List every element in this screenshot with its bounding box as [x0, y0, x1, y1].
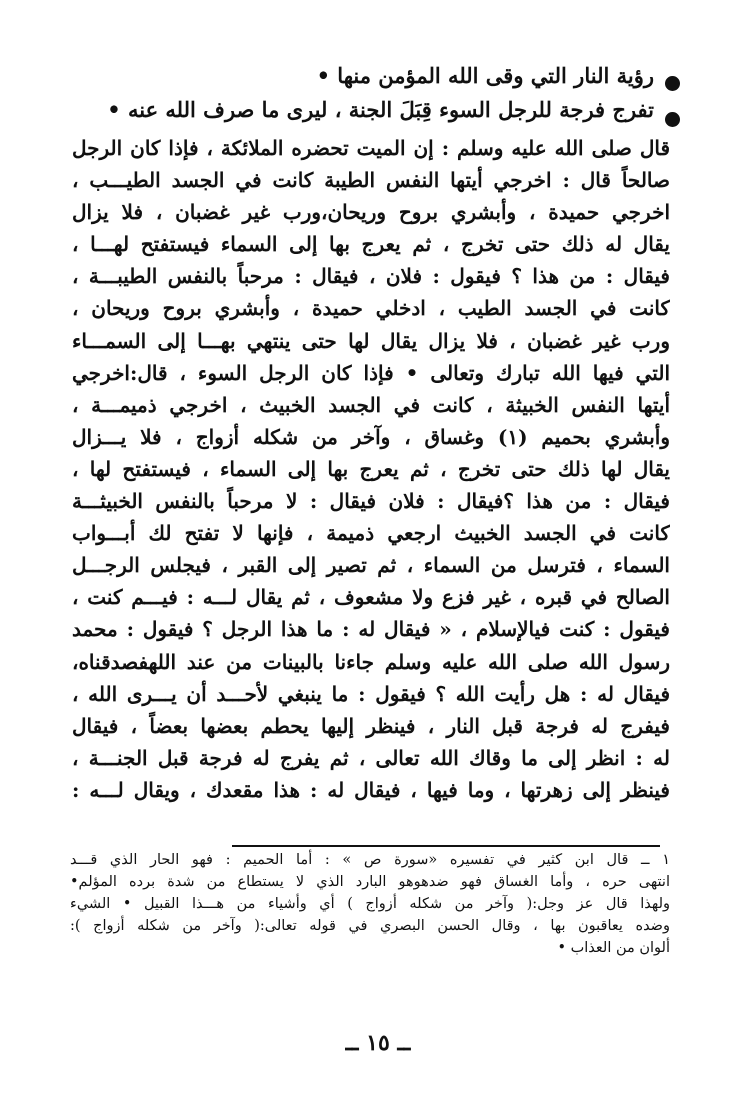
- text-line: صالحاً قال : اخرجي أيتها النفس الطيبة كانت في الجسد الطيـــب ،: [72, 168, 670, 193]
- bullet-item-text: رؤية النار التي وقى الله المؤمن منها •: [316, 63, 654, 88]
- text-line: فيقال : من هذا ؟ فيقول : فلان ، فيقال : مرحباً بالنفس الطيبـــة ،: [72, 264, 670, 289]
- page-number: ــ ١٥ ــ: [345, 1030, 411, 1056]
- text-line: رسول الله صلى الله عليه وسلم جاءنا بالبينات من عند اللهفصدقناه،: [72, 649, 670, 674]
- text-line: له : انظر إلى ما وقاك الله تعالى ، ثم يفرج له فرجة قبل الجنـــة ،: [72, 745, 670, 770]
- text-line: يقال لها ذلك حتى تخرج ، ثم يعرج بها إلى السماء ، فيستفتح لها ،: [72, 456, 670, 481]
- text-line: أيتها النفس الخبيثة ، كانت في الجسد الخبيث ، اخرجي ذميمـــة ،: [72, 392, 670, 417]
- text-line: فيقال له : هل رأيت الله ؟ فيقول : ما ينبغي لأحـــد أن يـــرى الله ،: [72, 681, 670, 706]
- text-line: قال صلى الله عليه وسلم : إن الميت تحضره الملائكة ، فإذا كان الرجل: [72, 136, 670, 160]
- text-line: التي فيها الله تبارك وتعالى • فإذا كان الرجل السوء ، قال:اخرجي: [72, 360, 670, 385]
- footnote-line: ولهذا قال عز وجل:( وآخر من شكله أزواج ) أي وأشياء من هـــذا القبيل • الشيء: [70, 896, 670, 912]
- text-line: الصالح في قبره ، غير فزع ولا مشعوف ، ثم يقال لـــه : فيـــم كنت ،: [72, 585, 670, 610]
- text-line: السماء ، فترسل من السماء ، ثم تصير إلى القبر ، فيجلس الرجـــل: [72, 553, 670, 578]
- footnote-line: وضده يعاقبون بها ، وقال الحسن البصري في قوله تعالى:( وآخر من شكله أزواج ):: [70, 918, 670, 934]
- text-line: فينظر إلى زهرتها ، وما فيها ، فيقال له : هذا مقعدك ، ويقال لـــه :: [72, 777, 670, 802]
- text-line: ورب غير غضبان ، فلا يزال يقال لها حتى ينتهي بهـــا إلى السمـــاء: [72, 328, 670, 353]
- bullet-item: [62, 62, 682, 90]
- text-line: كانت في الجسد الخبيث ارجعي ذميمة ، فإنها لا تفتح لك أبـــواب: [72, 521, 670, 546]
- text-line: كانت في الجسد الطيب ، ادخلي حميدة ، وأبشري بروح وريحان ،: [72, 296, 670, 321]
- footnote-line: ١ ــ قال ابن كثير في تفسيره «سورة ص » : أما الحميم : فهو الحار الذي قـــد: [70, 852, 670, 868]
- text-line: فيقال : من هذا ؟فيقال : فلان فيقال : لا مرحباً بالنفس الخبيثـــة: [72, 489, 670, 514]
- footnote-line: ألوان من العذاب •: [557, 940, 670, 956]
- text-line: فيقول : كنت فيالإسلام ، « فيقال له : ما هذا الرجل ؟ فيقول : محمد: [72, 617, 670, 642]
- footnote-divider: [232, 845, 660, 847]
- text-line: وأبشري بحميم (١) وغساق ، وآخر من شكله أزواج ، فلا يـــزال: [72, 424, 670, 449]
- footnote-line: انتهى حره ، وأما الغساق فهو ضدهوهو البارد الذي لا يستطاع من شدة برده المؤلم•: [70, 874, 670, 890]
- text-line: يقال له ذلك حتى تخرج ، ثم يعرج بها إلى السماء فيستفتح لهـــا ،: [72, 232, 670, 257]
- text-line: فيفرج له فرجة قبل النار ، فينظر إليها يحطم بعضها بعضاً ، فيقال: [72, 713, 670, 738]
- footnotes: [70, 849, 670, 959]
- bullet-item-text: تفرج فرجة للرجل السوء قِبَلَ الجنة ، ليرى ما صرف الله عنه •: [107, 97, 654, 122]
- text-line: اخرجي حميدة ، وأبشري بروح وريحان،ورب غير غضبان ، فلا يزال: [72, 200, 670, 225]
- main-text: [72, 132, 670, 806]
- bullet-item: [62, 96, 682, 124]
